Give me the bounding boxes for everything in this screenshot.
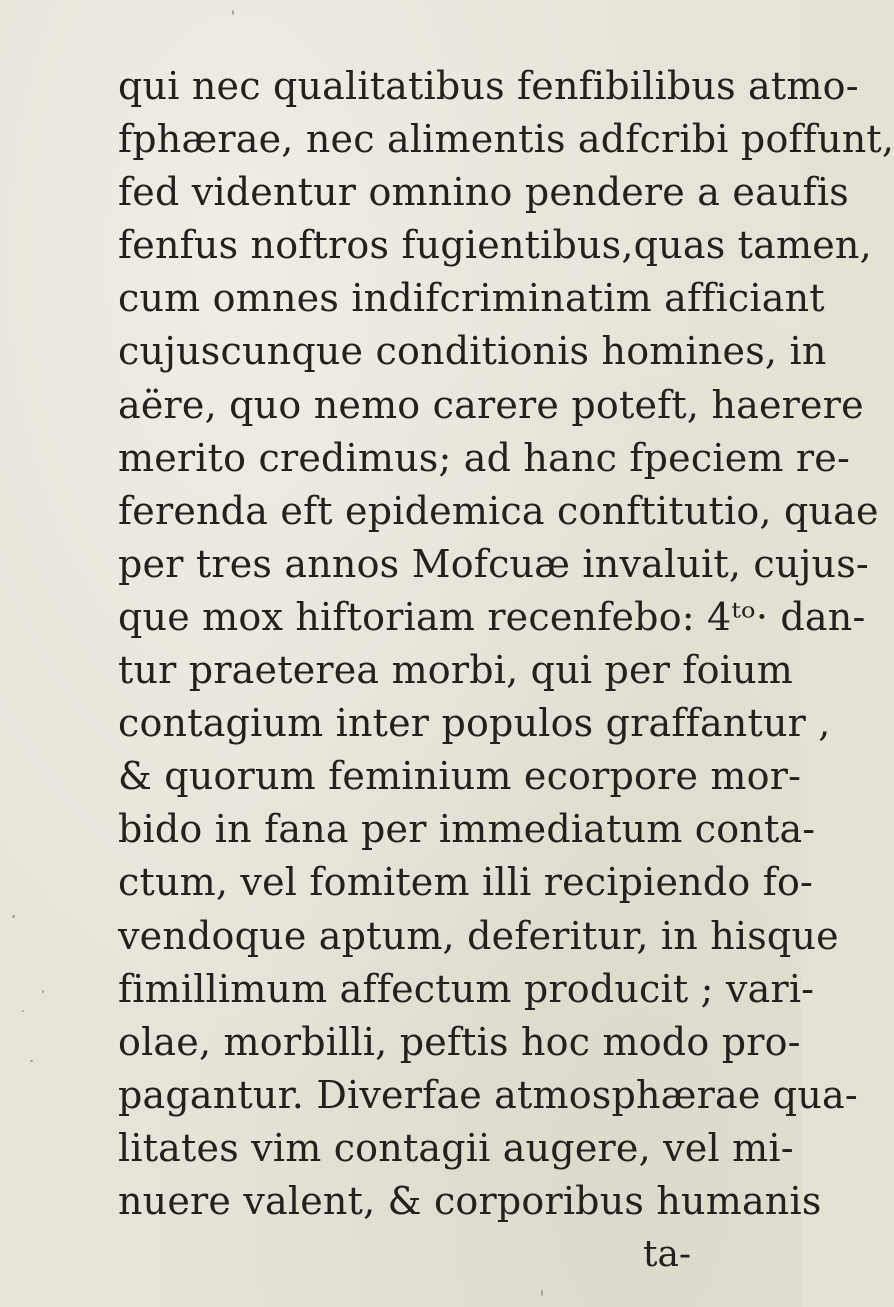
page-speck [30, 1060, 33, 1062]
body-text [118, 60, 894, 1281]
text-line: ferenda eft epidemica conftitutio, quae [118, 488, 879, 533]
text-line: tur praeterea morbi, qui per foium [118, 648, 793, 693]
text-line: vendoque aptum, deferitur, in hisque [118, 913, 839, 958]
text-line: contagium inter populos graffantur , [118, 701, 831, 746]
text-line: fenfus noftros fugientibus,quas tamen, [118, 223, 872, 268]
text-line: fphærae, nec alimentis adfcribi poffunt, [118, 117, 894, 162]
page-speck [232, 10, 234, 15]
text-line: & quorum feminium ecorpore mor- [118, 754, 802, 799]
text-line: merito credimus; ad hanc fpeciem re- [118, 435, 851, 480]
text-line: cum omnes indifcriminatim afficiant [118, 276, 825, 321]
text-line: nuere valent, & corporibus humanis [118, 1178, 822, 1223]
text-line: fimillimum affectum producit ; vari- [118, 966, 815, 1011]
text-line: cujuscunque conditionis homines, in [118, 329, 827, 374]
page-speck [42, 990, 44, 993]
text-line: qui nec qualitatibus fenfibilibus atmo- [118, 64, 859, 108]
page-speck [22, 1010, 24, 1012]
text-line: que mox hiftoriam recenfebo: 4ᵗᵒ· dan- [118, 594, 866, 639]
text-line: per tres annos Mofcuæ invaluit, cujus- [118, 541, 869, 586]
page-speck [541, 1290, 543, 1296]
text-line: ctum, vel fomitem illi recipiendo fo- [118, 860, 814, 905]
catchword: ta- [643, 1234, 692, 1276]
text-line: litates vim contagii augere, vel mi- [118, 1125, 794, 1170]
text-line: pagantur. Diverfae atmosphærae qua- [118, 1072, 858, 1117]
page-speck [12, 915, 15, 918]
text-line: fed videntur omnino pendere a eaufis [118, 170, 849, 215]
text-line: aëre, quo nemo carere poteft, haerere [118, 382, 864, 427]
text-line: bido in fana per immediatum conta- [118, 807, 816, 852]
text-line: olae, morbilli, peftis hoc modo pro- [118, 1019, 801, 1064]
